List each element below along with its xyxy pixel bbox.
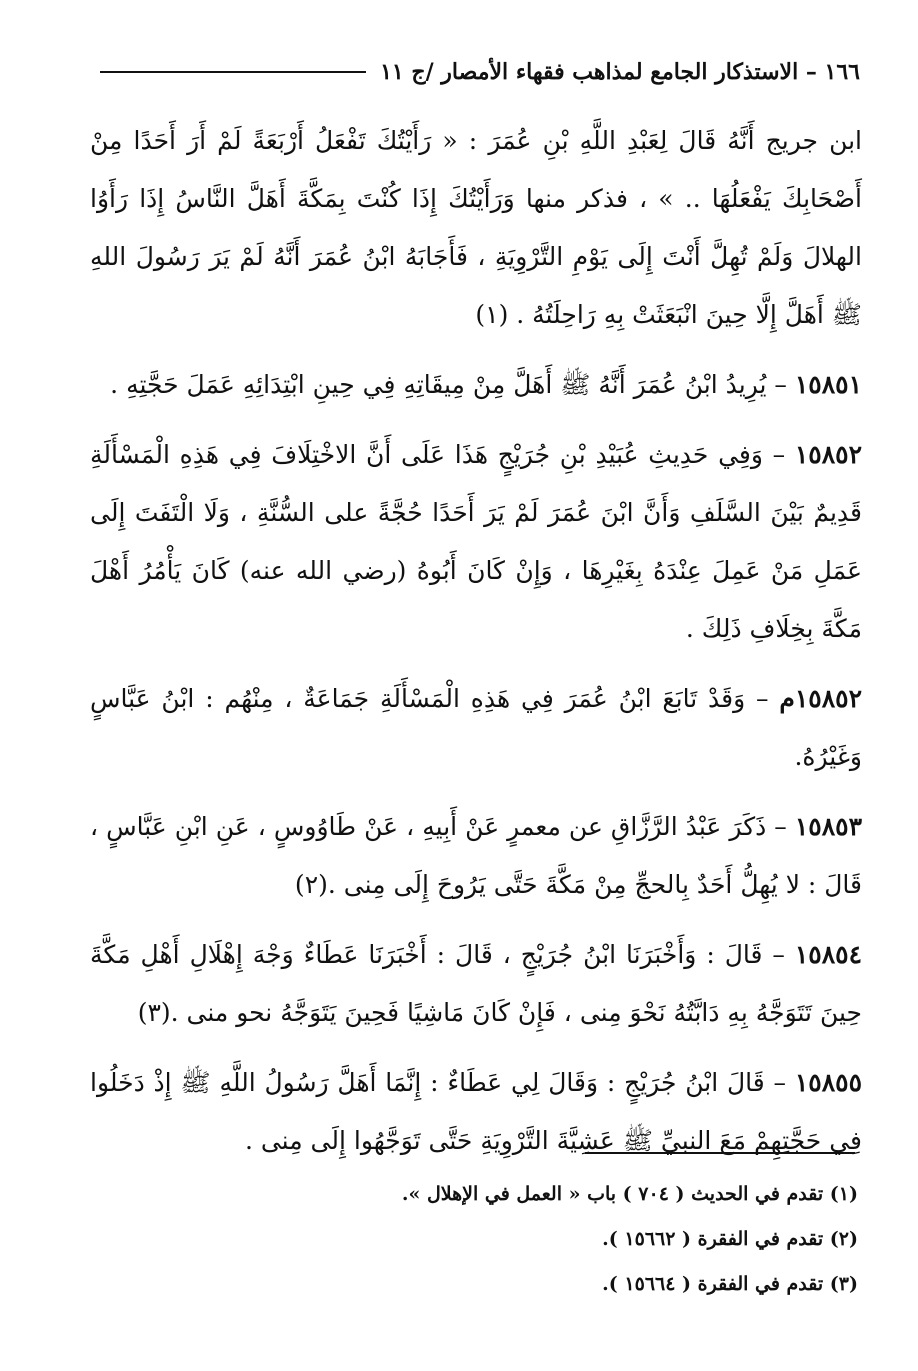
paragraph-15852m [90,670,862,786]
paragraph-15851 [90,356,862,414]
paragraph-number: ١٥٨٥٢م [779,684,862,713]
paragraph-number: ١٥٨٥١ [794,370,862,399]
paragraph-text: – قَالَ ابْنُ جُرَيْجٍ : وَقَالَ لِي عَطَاءٌ : إِنَّمَا أَهَلَّ رَسُولُ اللَّهِ ﷺ إِذْ دَخَلُوا فِي حَجَّتِهِمْ مَعَ النبيِّ ﷺ عَشِيَّةَ التَّرْوِيَةِ حَتَّى تَوَجَّهُوا إِلَى مِنى . [90,1068,862,1155]
paragraph-15852 [90,426,862,658]
paragraph-number: ١٥٨٥٢ [794,440,862,469]
paragraph-number: ١٥٨٥٤ [794,940,862,969]
paragraph-text: – وَفِي حَدِيثِ عُبَيْدِ بْنِ جُرَيْجٍ هَذَا عَلَى أَنَّ الاخْتِلَافَ فِي هَذِهِ الْمَسْأَلَةِ قَدِيمٌ بَيْنَ السَّلَفِ وَأَنَّ ابْنَ عُمَرَ لَمْ يَرَ أَحَدًا حُجَّةً على السُّنَّةِ ، وَلَا الْتَفَتَ إِلَى عَمَلِ مَنْ عَمِلَ عِنْدَهُ بِغَيْرِهَا ، وَإِنْ كَانَ أَبُوهُ (رضي الله عنه) كَانَ يَأْمُرُ أَهْلَ مَكَّةَ بِخِلَافِ ذَلِكَ . [90,440,862,643]
paragraph-intro: ابن جريج أَنَّهُ قَالَ لِعَبْدِ اللَّهِ بْنِ عُمَرَ : « رَأَيْتُكَ تَفْعَلُ أَرْبَعَةً لَمْ أَرَ أَحَدًا مِنْ أَصْحَابِكَ يَفْعَلُهَا .. » ، فذكر منها وَرَأَيْتُكَ إِذَا كُنْتَ بِمَكَّةَ أَهَلَّ النَّاسُ إِذَا رَأَوُا الهلالَ وَلَمْ تُهِلَّ أَنْتَ إِلَى يَوْمِ التَّرْوِيَةِ ، فَأَجَابَهُ ابْنُ عُمَرَ أَنَّهُ لَمْ يَرَ رَسُولَ اللهِ ﷺ أَهَلَّ إِلَّا حِينَ انْبَعَثَتْ بِهِ رَاحِلَتُهُ . (١) [90,126,862,329]
main-text [90,112,862,1182]
paragraph-15854 [90,926,862,1042]
paragraph-number: ١٥٨٥٥ [794,1068,863,1097]
paragraph-number: ١٥٨٥٣ [794,812,862,841]
footnotes [90,1172,858,1307]
running-header [100,52,860,92]
page-number: ١٦٦ [824,59,860,85]
footnote-divider [585,1152,855,1154]
paragraph-15853 [90,798,862,914]
footnote-2: (٢) تقدم في الفقرة ( ١٥٦٦٢ ). [602,1228,858,1250]
footnote-1: (١) تقدم في الحديث ( ٧٠٤ ) باب « العمل في الإهلال ». [401,1183,858,1205]
header-rule [100,71,366,73]
footnote-3: (٣) تقدم في الفقرة ( ١٥٦٦٤ ). [602,1273,858,1295]
paragraph-text: – يُرِيدُ ابْنُ عُمَرَ أَنَّهُ ﷺ أَهَلَّ مِنْ مِيقَاتِهِ فِي حِينِ ابْتِدَائِهِ عَمَلَ حَجَّتِهِ . [110,370,787,399]
paragraph-text: – وَقَدْ تَابَعَ ابْنُ عُمَرَ فِي هَذِهِ الْمَسْأَلَةِ جَمَاعَةٌ ، مِنْهُم : ابْنُ عَبَّاسٍ وَغَيْرُهُ. [90,684,862,771]
paragraph-text: – ذَكَرَ عَبْدُ الرَّزَّاقِ عن معمرٍ عَنْ أَبِيهِ ، عَنْ طَاوُوسٍ ، عَنِ ابْنِ عَبَّاسٍ ، قَالَ : لا يُهِلُّ أَحَدٌ بِالحجِّ مِنْ مَكَّةَ حَتَّى يَرُوحَ إِلَى مِنى .(٢) [90,812,862,899]
running-title: – الاستذكار الجامع لمذاهب فقهاء الأمصار /ج ١١ [380,59,817,85]
paragraph-text: – قَالَ : وَأَخْبَرَنَا ابْنُ جُرَيْجٍ ، قَالَ : أَخْبَرَنَا عَطَاءٌ وَجْهَ إِهْلَالِ أَهْلِ مَكَّةَ حِينَ تَتَوَجَّهُ بِهِ دَابَّتُهُ نَحْوَ مِنى ، فَإِنْ كَانَ مَاشِيًا فَحِينَ يَتَوَجَّهُ نحو منى .(٣) [90,940,862,1027]
